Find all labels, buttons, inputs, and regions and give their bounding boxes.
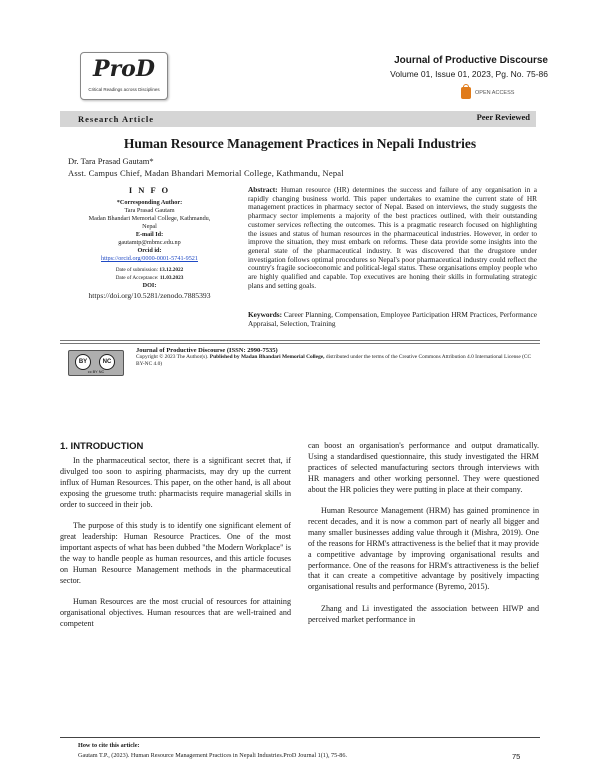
acceptance-label: Date of Acceptance: <box>115 275 159 281</box>
author-affiliation: Asst. Campus Chief, Madan Bhandari Memorial College, Kathmandu, Nepal <box>68 168 344 178</box>
cc-license-badge[interactable] <box>68 350 124 376</box>
cc-by-icon: BY <box>75 354 91 370</box>
body-column-right <box>308 441 539 636</box>
journal-issn: Journal of Productive Discourse (ISSN: 2990-7535) <box>136 347 278 354</box>
corresponding-label: *Corresponding Author: <box>116 199 183 206</box>
body-paragraph: Zhang and Li investigated the association between HIWP and perceived market performance in <box>308 603 539 624</box>
acceptance-date: 11.03.2023 <box>159 275 184 281</box>
keywords <box>248 310 537 328</box>
article-type-bar <box>60 111 536 127</box>
journal-title: Journal of Productive Discourse <box>394 55 548 66</box>
citation-text: Gautam T.P., (2023). Human Resource Management Practices in Nepali Industries.ProD Journal 1(1), 75-86. <box>78 752 348 759</box>
submission-date: 13.12.2022 <box>159 267 184 273</box>
divider <box>60 343 540 344</box>
journal-logo <box>80 52 168 100</box>
keywords-label: Keywords: <box>248 310 283 319</box>
abstract-text: Human resource (HR) determines the success and failure of any organisation in a rapidly changing business world. This paper undertakes to examine the current state of HR management practices in pharmacy sector of Nepal. Based on interviews, the study suggests the pharmacy sector implements a majority of the best practices outlined, with their outstanding customer services reflecting the outcomes. This is a pragmatic research focused on highlighting the issues and status of human resources in the pharmaceutical industries. However, in order to improve the situation, they must embark on reforms. These data provide some insights into the general state of the pharmaceutical industry. It was discovered that the drugstore under investigation follows optimal procedures so Nepal's poor pharmaceutical industry could reflect the country's fragile socioeconomic and political-legal status. These organisations employ people who are highly qualified and capable. Top executives are honing their skills in formulating strategic plans and setting goals. <box>248 185 538 290</box>
orcid-link[interactable]: https://orcid.org/0000-0001-5741-9521 <box>101 255 198 262</box>
copyright-text <box>136 354 536 368</box>
author-name: Dr. Tara Prasad Gautam* <box>68 156 154 166</box>
logo-mark: ProD <box>93 56 155 82</box>
copyright-prefix: Copyright © 2023 The Author(s). <box>136 354 209 360</box>
corresponding-country: Nepal <box>142 223 157 230</box>
cc-badge-text: cc BY NC <box>87 370 105 374</box>
corresponding-institution: Madan Bhandari Memorial College, Kathmandu, <box>88 215 211 222</box>
acceptance-date-row <box>60 274 239 282</box>
body-paragraph: In the pharmaceutical sector, there is a significant secret that, if divulged too soon to aspiring pharmacists, may dry up the current influx of Human Resources. This paper, on the other hand, is all about exposing the gruesome truth: pharmacists require managerial skills in order to succeed in their job. <box>60 456 291 509</box>
info-box <box>60 185 239 290</box>
submission-date-row <box>60 266 239 274</box>
footer-divider <box>60 737 540 738</box>
submission-label: Date of submission: <box>115 267 159 273</box>
abstract-label: Abstract: <box>248 185 278 194</box>
body-column-left <box>60 456 291 640</box>
open-access-label: OPEN ACCESS <box>475 90 515 96</box>
license-statement <box>136 347 536 368</box>
publisher: Published by Madan Bhandari Memorial College, <box>209 354 325 360</box>
page-number: 75 <box>512 752 521 761</box>
copyright-suffix: distributed under the terms of the Creative Commons Attribution 4.0 International License (CC BY-NC 4.0) <box>136 354 532 367</box>
body-paragraph: The purpose of this study is to identify one significant element of great leadership: Human Resource Practices. One of the most important aspects of what has been dubbed "the Modern Workplace" is the way to handle people as human resources, and this article focuses on Human Resource Management methods in the pharmaceutical sector. <box>60 521 291 585</box>
open-access-lock-icon <box>461 87 471 99</box>
review-status: Peer Reviewed <box>476 112 530 122</box>
keywords-text: Career Planning, Compensation, Employee Participation HRM Practices, Performance Appraisal, Selection, Training <box>248 310 537 328</box>
volume-line: Volume 01, Issue 01, 2023, Pg. No. 75-86 <box>390 69 548 79</box>
body-paragraph: Human Resources are the most crucial of resources for attaining organisational objectives. Human resources that are well-trained and competent <box>60 596 291 628</box>
cc-nc-icon: NC <box>99 354 115 370</box>
email-label: E-mail Id: <box>135 231 164 238</box>
divider <box>60 340 540 341</box>
article-type: Research Article <box>78 114 155 124</box>
info-heading: I N F O <box>128 185 171 195</box>
orcid-label: Orcid id: <box>137 247 162 254</box>
doi-label: DOI: <box>142 282 157 289</box>
body-paragraph: can boost an organisation's performance and output dramatically. Using a standardised questionnaire, this study investigated the HRM practices of selected manufacturing sectors through interviews with HR managers and other working personnel. They were questioned about the HR policies they were putting in place at their company. <box>308 441 539 494</box>
corresponding-name: Tara Prasad Gautam <box>124 207 175 214</box>
paper-title: Human Resource Management Practices in Nepali Industries <box>123 136 477 151</box>
email-address: gautamtp@mbmc.edu.np <box>118 239 181 246</box>
open-access-badge <box>461 87 514 99</box>
cite-heading: How to cite this article: <box>78 742 140 749</box>
logo-tagline: Critical Readings across Disciplines <box>88 87 160 92</box>
doi-link[interactable]: https://doi.org/10.5281/zenodo.7885393 <box>88 291 211 300</box>
section-heading-introduction: 1. INTRODUCTION <box>60 441 144 452</box>
abstract <box>248 186 537 290</box>
body-paragraph: Human Resource Management (HRM) has gained prominence in recent decades, and it is now a common part of nearly all bigger and many smaller businesses adding value through it (Mishra, 2019). One of the reasons for HRM's attractiveness is the belief that it may provide a competitive advantage by improving organisational results and performance. One of the reasons for HRM's attractiveness is the belief that it can create a competitive advantage by positively impacting organisational results and performance (Byremo, 2015). <box>308 506 539 592</box>
